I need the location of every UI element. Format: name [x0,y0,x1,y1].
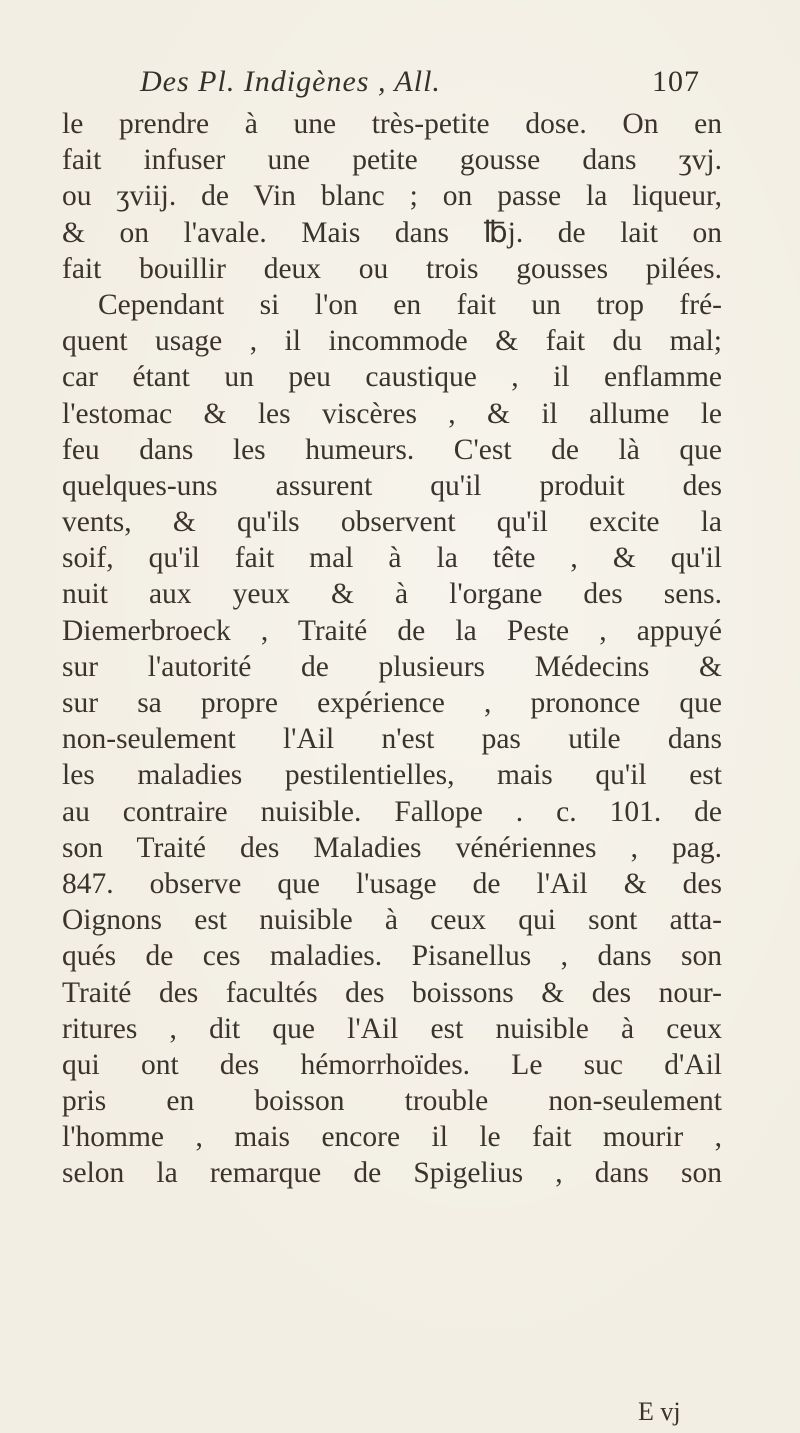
text-line: nuit aux yeux & à l'organe des sens. [62,578,722,611]
text-line: sur sa propre expérience , prononce que [62,687,722,719]
text-line: & on l'avale. Mais dans ℔j. de lait on [62,216,722,249]
text-line: quent usage , il incommode & fait du mal; [62,325,722,358]
text-line: qui ont des hémorrhoïdes. Le suc d'Ail [62,1048,722,1081]
text-line: ritures , dit que l'Ail est nuisible à ceux [62,1012,722,1045]
text-line: pris en boisson trouble non-seulement [62,1085,722,1118]
text-line: le prendre à une très-petite dose. On en [62,108,722,140]
text-line: 847. observe que l'usage de l'Ail & des [62,867,722,900]
text-line: non-seulement l'Ail n'est pas utile dans [62,723,722,756]
text-line: qués de ces maladies. Pisanellus , dans son [62,940,722,973]
text-line: vents, & qu'ils observent qu'il excite la [62,506,722,539]
text-line: sur l'autorité de plusieurs Médecins & [62,650,722,683]
text-line: fait bouillir deux ou trois gousses pilées. [62,252,722,285]
text-line: selon la remarque de Spigelius , dans son [62,1157,722,1190]
text-line: son Traité des Maladies vénériennes , pag. [62,831,722,864]
text-line: fait infuser une petite gousse dans ʒvj. [62,144,722,177]
running-head [140,62,700,102]
text-line: Oignons est nuisible à ceux qui sont atta- [62,904,722,937]
text-line: Traité des facultés des boissons & des nour- [62,976,722,1009]
text-line: soif, qu'il fait mal à la tête , & qu'il [62,542,722,575]
body-text [62,106,722,1192]
text-line: ou ʒviij. de Vin blanc ; on passe la liqueur, [62,180,722,213]
text-line: feu dans les humeurs. C'est de là que [62,433,722,466]
running-title: Des Pl. Indigènes , All. [140,65,441,98]
text-line: car étant un peu caustique , il enflamme [62,361,722,394]
text-line: l'estomac & les viscères , & il allume le [62,397,722,430]
text-line: l'homme , mais encore il le fait mourir , [62,1121,722,1154]
text-line: quelques-uns assurent qu'il produit des [62,469,722,502]
text-line: Cependant si l'on en fait un trop fré- [98,288,722,321]
text-line: au contraire nuisible. Fallope . c. 101. de [62,795,722,828]
catchword: E vj [638,1397,681,1426]
text-line: les maladies pestilentielles, mais qu'il est [62,759,722,792]
page-number: 107 [652,65,700,98]
text-line: Diemerbroeck , Traité de la Peste , appuyé [62,614,722,647]
